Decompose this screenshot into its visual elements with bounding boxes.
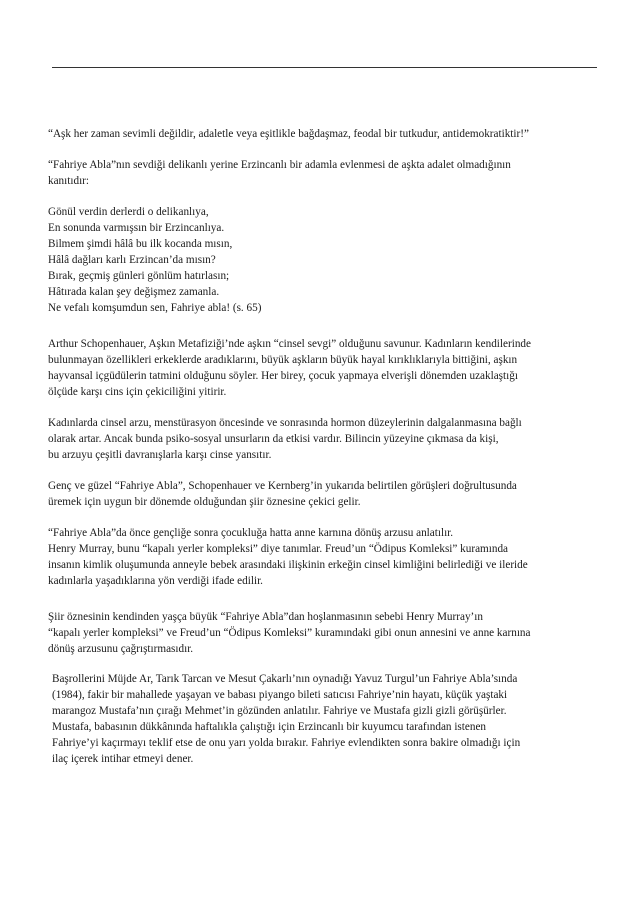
- subject-paragraph-line: dönüş arzusunu çağrıştırmasıdır.: [48, 643, 194, 655]
- subject-paragraph-line: “kapalı yerler kompleksi” ve Freud’un “Ödipus Komleksi” kuramındaki gibi onun annesini ve anne karnına: [48, 627, 531, 639]
- kernberg-paragraph-line: Genç ve güzel “Fahriye Abla”, Schopenhauer ve Kernberg’in yukarıda belirtilen görüşleri doğrultusunda: [48, 480, 517, 492]
- kernberg-paragraph-line: üremek için uygun bir dönemde olduğundan şiir öznesine çekici gelir.: [48, 496, 361, 508]
- poem-line: Gönül verdin derlerdi o delikanlıya,: [48, 206, 209, 218]
- poem-line: Bırak, geçmiş günleri gönlüm hatırlasın;: [48, 270, 230, 282]
- epigraph-quote: “Aşk her zaman sevimli değildir, adaletle veya eşitlikle bağdaşmaz, feodal bir tutkudur, antidemokratiktir!”: [48, 128, 529, 140]
- schopenhauer-paragraph-line: bulunmayan özellikleri erkeklerde aradıklarını, büyük aşkların büyük hayal kırıklıklarıyla bittiğini, aşkın: [48, 354, 518, 366]
- poem-line: Bilmem şimdi hâlâ bu ilk kocanda mısın,: [48, 238, 233, 250]
- poem-line: Ne vefalı komşumdun sen, Fahriye abla! (s. 65): [48, 302, 262, 314]
- intro-paragraph-line: kanıtıdır:: [48, 175, 90, 187]
- film-paragraph-line: (1984), fakir bir mahallede yaşayan ve babası piyango bileti satıcısı Fahriye’nin hayatı, küçük yaştaki: [52, 689, 508, 701]
- poem-line: Hâtırada kalan şey değişmez zamanla.: [48, 286, 220, 298]
- film-paragraph-line: Mustafa, babasının dükkânında haftalıkla çalıştığı için Erzincanlı bir kuyumcu tarafından istenen: [52, 721, 487, 733]
- schopenhauer-paragraph-line: hayvansal içgüdülerin tatmini olduğunu söyler. Her birey, çocuk yapmaya elverişli dönemden uzaklaştığı: [48, 370, 518, 382]
- murray-paragraph-line: kadınlarla yaşadıklarına yön verdiği ifade edilir.: [48, 575, 263, 587]
- film-paragraph-line: ilaç içerek intihar etmeyi dener.: [52, 753, 194, 765]
- murray-paragraph-line: insanın kimlik oluşumunda anneyle bebek arasındaki ilişkinin erkeğin cinsel kimliğini belirlediği ve ileride: [48, 559, 528, 571]
- film-paragraph-line: Başrollerini Müjde Ar, Tarık Tarcan ve Mesut Çakarlı’nın oynadığı Yavuz Turgul’un Fahriye Abla’sında: [52, 673, 518, 685]
- poem-line: Hâlâ dağları karlı Erzincan’da mısın?: [48, 254, 216, 266]
- film-paragraph-line: marangoz Mustafa’nın çırağı Mehmet’in gözünden anlatılır. Fahriye ve Mustafa gizli gizli görüşürler.: [52, 705, 507, 717]
- desire-paragraph-line: bu arzuyu çeşitli davranışlarla karşı cinse yansıtır.: [48, 449, 272, 461]
- murray-paragraph-line: “Fahriye Abla”da önce gençliğe sonra çocukluğa hatta anne karnına dönüş arzusu anlatılır.: [48, 527, 454, 539]
- header-rule: [52, 67, 597, 68]
- intro-paragraph-line: “Fahriye Abla”nın sevdiği delikanlı yerine Erzincanlı bir adamla evlenmesi de aşkta adalet olmadığının: [48, 159, 511, 171]
- murray-paragraph-line: Henry Murray, bunu “kapalı yerler kompleksi” diye tanımlar. Freud’un “Ödipus Komleksi” kuramında: [48, 543, 509, 555]
- schopenhauer-paragraph-line: Arthur Schopenhauer, Aşkın Metafiziği’nde aşkın “cinsel sevgi” olduğunu savunur. Kadınların kendilerinde: [48, 338, 531, 350]
- subject-paragraph-line: Şiir öznesinin kendinden yaşça büyük “Fahriye Abla”dan hoşlanmasının sebebi Henry Murray’ın: [48, 611, 483, 623]
- poem-line: En sonunda varmışsın bir Erzincanlıya.: [48, 222, 225, 234]
- desire-paragraph-line: olarak artar. Ancak bunda psiko-sosyal unsurların da etkisi vardır. Bilincin yüzeyine çıkmasa da kişi,: [48, 433, 499, 445]
- desire-paragraph-line: Kadınlarda cinsel arzu, menstürasyon öncesinde ve sonrasında hormon düzeylerinin dalgalanmasına bağlı: [48, 417, 522, 429]
- schopenhauer-paragraph-line: ölçüde karşı cins için çekiciliğini yitirir.: [48, 386, 227, 398]
- film-paragraph-line: Fahriye’yi kaçırmayı teklif etse de onu yarı yolda bırakır. Fahriye evlendikten sonra bakire olmadığı için: [52, 737, 521, 749]
